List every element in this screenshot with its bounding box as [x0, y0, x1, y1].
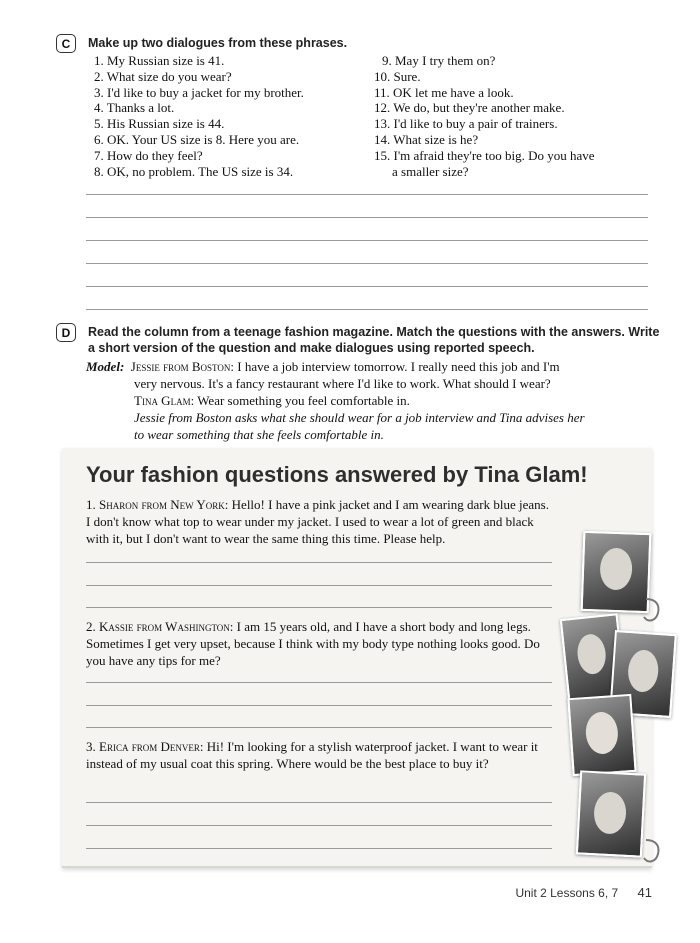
- phrase-item: 9. May I try them on?: [382, 53, 496, 68]
- writing-line[interactable]: [86, 194, 648, 195]
- section-c-instruction: Make up two dialogues from these phrases.: [88, 36, 348, 50]
- writing-line[interactable]: [86, 286, 648, 287]
- model-example: Model: Jessie from Boston: I have a job interview tomorrow. I really need this job and I'm very nervous. It's a fancy restaurant where I'd like to work. What should I wear? Tina Glam: Wear something you feel comfortable in. Jessie from Boston asks what she should wear for a job interview and Tina advises her to wear something that she feels comfortable in.: [86, 359, 585, 442]
- writing-line[interactable]: [86, 802, 552, 803]
- writing-line[interactable]: [86, 727, 552, 728]
- writing-line[interactable]: [86, 705, 552, 706]
- panel-title: Your fashion questions answered by Tina Glam!: [86, 462, 588, 487]
- page-footer: [515, 885, 652, 900]
- writing-line[interactable]: [86, 309, 648, 310]
- model-label: Model:: [86, 359, 125, 374]
- phrase-item: 5. His Russian size is 44.: [94, 116, 225, 132]
- question-1: 1. Sharon from New York: Hello! I have a pink jacket and I am wearing dark blue jeans. I don't know what top to wear under my jacket. I used to wear a lot of green and black with it, but I don't want to wear the same thing this time. Please help.: [86, 497, 549, 546]
- model-speaker-tina: Tina Glam:: [134, 393, 195, 408]
- phrase-item: 6. OK. Your US size is 8. Here you are.: [94, 131, 300, 147]
- question-2: 2. Kassie from Washington: I am 15 years old, and I have a short body and long legs. Sometimes I get very upset, because I think with my body type nothing looks good. Do you have any tips for me?: [86, 619, 540, 668]
- writing-line[interactable]: [86, 585, 552, 586]
- page-number: 41: [637, 885, 652, 900]
- writing-line[interactable]: [86, 263, 648, 264]
- question-2-author: Kassie from Washington:: [99, 619, 234, 634]
- paperclip-icon: [640, 597, 664, 625]
- writing-line[interactable]: [86, 562, 552, 563]
- writing-line[interactable]: [86, 682, 552, 683]
- question-3-author: Erica from Denver:: [99, 739, 204, 754]
- phrase-item: 8. OK, no problem. The US size is 34.: [94, 163, 294, 179]
- phrase-item: 12. We do, but they're another make.: [374, 100, 565, 116]
- writing-line[interactable]: [86, 848, 552, 849]
- phrase-item: 7. How do they feel?: [94, 147, 203, 163]
- footer-unit: Unit 2 Lessons 6, 7: [515, 886, 619, 900]
- writing-line[interactable]: [86, 217, 648, 218]
- section-d-instruction: Read the column from a teenage fashion magazine. Match the questions with the answers. Write a short version of the question and make dialogues using reported speech.: [88, 325, 660, 355]
- photo-tina: [567, 694, 636, 776]
- section-c-badge: C: [56, 34, 76, 53]
- phrase-item: 4. Thanks a lot.: [94, 100, 175, 116]
- writing-line[interactable]: [86, 607, 552, 608]
- phrase-item: 13. I'd like to buy a pair of trainers.: [374, 116, 558, 132]
- phrase-item: 1. My Russian size is 41.: [94, 53, 225, 68]
- phrase-item: a smaller size?: [392, 163, 469, 179]
- paperclip-icon: [640, 838, 664, 866]
- question-1-author: Sharon from New York:: [99, 497, 229, 512]
- phrase-item: 11. OK let me have a look.: [374, 84, 514, 100]
- phrase-item: 15. I'm afraid they're too big. Do you have: [374, 147, 595, 163]
- photo-jessie: [576, 770, 646, 857]
- writing-line[interactable]: [86, 240, 648, 241]
- question-3: 3. Erica from Denver: Hi! I'm looking for a stylish waterproof jacket. I want to wear it instead of my usual coat this spring. Where would be the best place to buy it?: [86, 739, 538, 771]
- phrase-item: 14. What size is he?: [374, 131, 479, 147]
- phrase-item: 10. Sure.: [374, 68, 421, 84]
- phrase-item: 3. I'd like to buy a jacket for my brother.: [94, 84, 304, 100]
- model-speaker-jessie: Jessie from Boston:: [130, 359, 234, 374]
- section-d-badge: D: [56, 323, 76, 342]
- writing-line[interactable]: [86, 825, 552, 826]
- phrase-item: 2. What size do you wear?: [94, 68, 232, 84]
- phrase-list-right: [374, 53, 595, 179]
- phrase-list-left: [94, 53, 304, 179]
